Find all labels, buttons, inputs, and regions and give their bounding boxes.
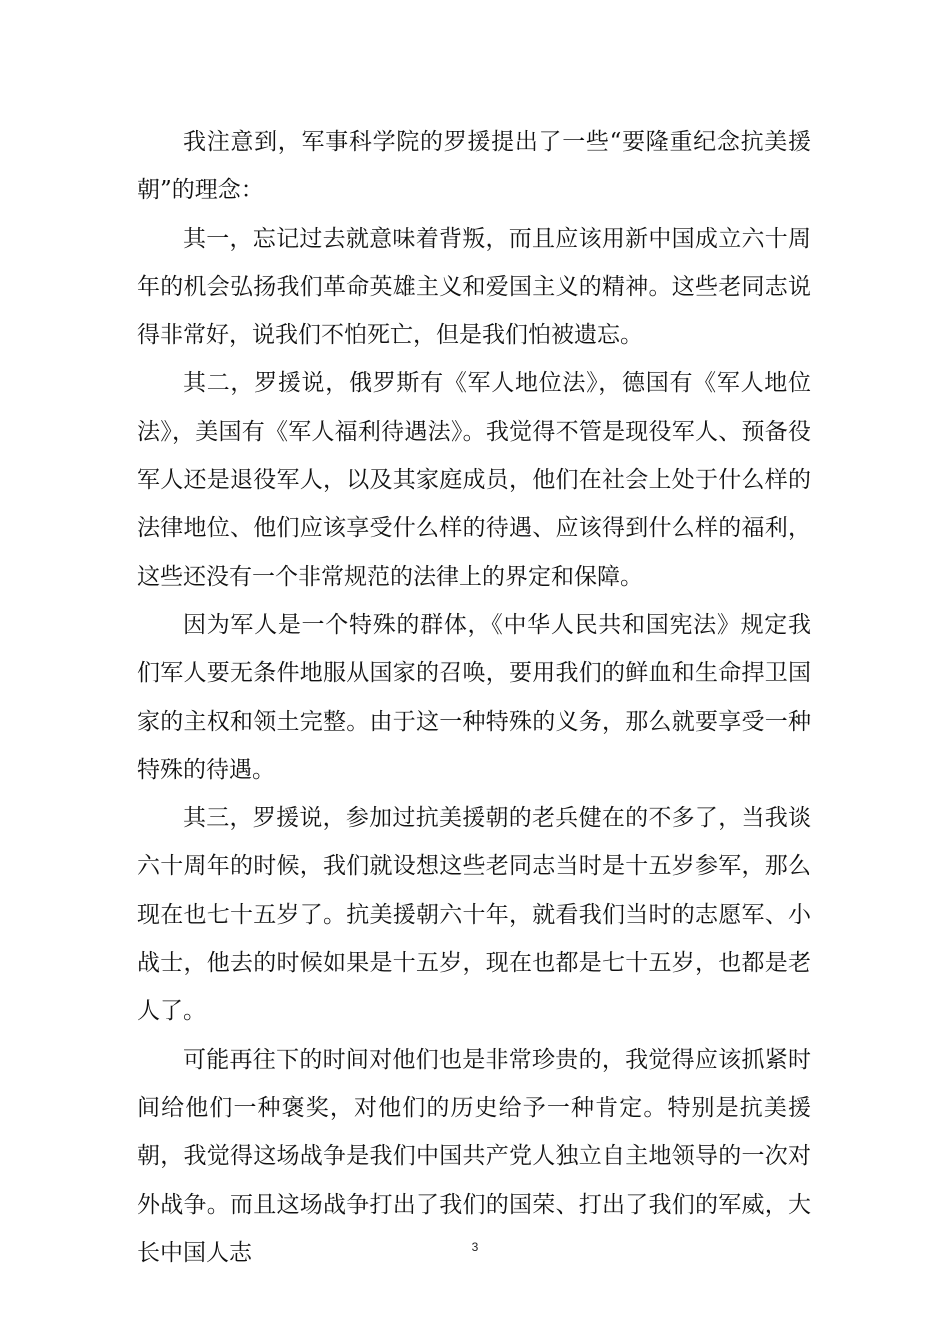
paragraph: 其一，忘记过去就意味着背叛，而且应该用新中国成立六十周年的机会弘扬我们革命英雄主义和爱国主义的精神。这些老同志说得非常好，说我们不怕死亡，但是我们怕被遗忘。: [137, 225, 811, 349]
paragraph: 因为军人是一个特殊的群体，《中华人民共和国宪法》规定我们军人要无条件地服从国家的召唤，要用我们的鲜血和生命捍卫国家的主权和领土完整。由于这一种特殊的义务，那么就要享受一种特殊的待遇。: [137, 611, 811, 783]
paragraph: 可能再往下的时间对他们也是非常珍贵的，我觉得应该抓紧时间给他们一种褒奖，对他们的历史给予一种肯定。特别是抗美援朝，我觉得这场战争是我们中国共产党人独立自主地领导的一次对外战争。而且这场战争打出了我们的国荣、打出了我们的军威，大长中国人志: [137, 1046, 811, 1266]
page-number: 3: [471, 1240, 479, 1254]
body-text: [137, 118, 811, 1277]
paragraph: 我注意到，军事科学院的罗援提出了一些“要隆重纪念抗美援朝”的理念：: [137, 129, 811, 204]
paragraph: 其二，罗援说，俄罗斯有《军人地位法》，德国有《军人地位法》，美国有《军人福利待遇法》。我觉得不管是现役军人、预备役军人还是退役军人，以及其家庭成员，他们在社会上处于什么样的法律地位、他们应该享受什么样的待遇、应该得到什么样的福利，这些还没有一个非常规范的法律上的界定和保障。: [137, 370, 811, 590]
paragraph: 其三，罗援说，参加过抗美援朝的老兵健在的不多了，当我谈六十周年的时候，我们就设想这些老同志当时是十五岁参军，那么现在也七十五岁了。抗美援朝六十年，就看我们当时的志愿军、小战士，他去的时候如果是十五岁，现在也都是七十五岁，也都是老人了。: [137, 805, 811, 1025]
